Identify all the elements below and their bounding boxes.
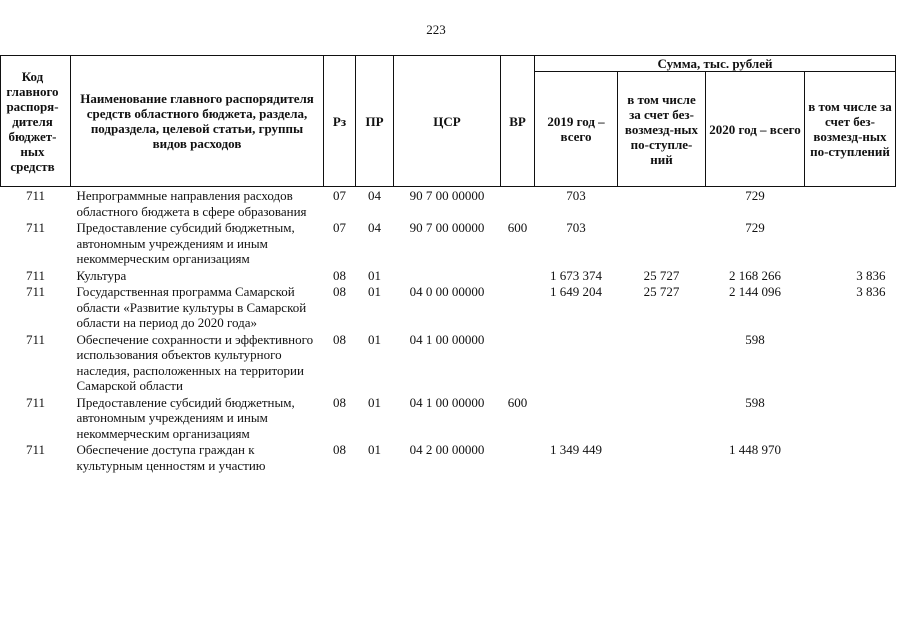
- header-2020-free: в том числе за счет без-возмезд-ных по-ступлений: [805, 72, 896, 187]
- cell-csr: 90 7 00 00000: [409, 188, 485, 203]
- cell-code: 711: [25, 284, 46, 299]
- table-row: [1, 331, 896, 394]
- table-row: [1, 267, 896, 284]
- cell-vr: 600: [507, 394, 528, 410]
- table-row: [1, 394, 896, 442]
- cell-vr: [501, 441, 535, 473]
- cell-vr: [501, 283, 535, 331]
- cell-vr: [501, 331, 535, 394]
- cell-name: Непрограммные направления расходов областного бюджета в сфере образования: [76, 188, 307, 219]
- cell-csr: 04 1 00 00000: [409, 394, 485, 410]
- cell-2019-total: 1 349 449: [550, 442, 602, 457]
- cell-csr: [394, 267, 501, 284]
- header-pr: ПР: [356, 56, 394, 187]
- cell-2019-free: [618, 394, 706, 442]
- cell-2020-free: [805, 219, 896, 267]
- cell-2020-total: 598: [745, 394, 765, 410]
- page-number: 223: [426, 22, 446, 37]
- cell-2020-free: 3 836: [856, 267, 886, 283]
- cell-rz: 07: [333, 188, 346, 203]
- cell-rz: 08: [333, 284, 346, 299]
- cell-2020-free: [805, 441, 896, 473]
- cell-csr: 90 7 00 00000: [409, 220, 485, 235]
- cell-2019-free: 25 727: [643, 267, 680, 283]
- header-rz: Рз: [324, 56, 356, 187]
- cell-vr: [501, 187, 535, 220]
- cell-pr: 01: [368, 267, 381, 283]
- header-sum-group: Сумма, тыс. рублей: [535, 56, 896, 72]
- cell-rz: 08: [333, 394, 346, 410]
- cell-pr: 01: [368, 284, 381, 299]
- header-vr: ВР: [501, 56, 535, 187]
- cell-code: 711: [25, 331, 46, 347]
- cell-code: 711: [25, 442, 46, 457]
- cell-vr: [501, 267, 535, 284]
- cell-2019-free: [618, 331, 706, 394]
- cell-code: 711: [25, 267, 46, 283]
- cell-code: 711: [25, 220, 46, 235]
- header-2019-total: 2019 год – всего: [535, 72, 618, 187]
- cell-2019-total: [535, 394, 618, 442]
- cell-2020-total: 2 144 096: [729, 284, 781, 299]
- cell-pr: 01: [368, 394, 381, 410]
- cell-2019-free: [618, 219, 706, 267]
- cell-2020-total: 729: [745, 220, 765, 235]
- cell-2019-total: [535, 331, 618, 394]
- cell-2019-free: 25 727: [643, 284, 680, 299]
- header-code: Код главного распоря-дителя бюджет-ных средств: [1, 56, 71, 187]
- cell-2020-total: 2 168 266: [729, 267, 781, 283]
- cell-2020-free: [805, 331, 896, 394]
- header-2019-free: в том числе за счет без-возмезд-ных по-ступле-ний: [618, 72, 706, 187]
- cell-name: Предоставление субсидий бюджетным, автономным учреждениям и иным некоммерческим организациям: [76, 394, 295, 441]
- cell-csr: 04 0 00 00000: [409, 284, 485, 299]
- cell-name: Предоставление субсидий бюджетным, автономным учреждениям и иным некоммерческим организациям: [76, 220, 295, 266]
- cell-name: Государственная программа Самарской области «Развитие культуры в Самарской области на период до 2020 года»: [76, 284, 307, 330]
- table-row: [1, 283, 896, 331]
- cell-csr: 04 2 00 00000: [409, 442, 485, 457]
- cell-rz: 08: [333, 267, 346, 283]
- cell-rz: 07: [333, 220, 346, 235]
- cell-2019-total: 703: [566, 188, 586, 203]
- cell-vr: 600: [507, 220, 528, 235]
- cell-name: Обеспечение доступа граждан к культурным ценностям и участию: [76, 442, 266, 473]
- header-csr: ЦСР: [394, 56, 501, 187]
- cell-pr: 01: [368, 442, 381, 457]
- cell-code: 711: [25, 188, 46, 203]
- cell-csr: 04 1 00 00000: [409, 331, 485, 347]
- cell-pr: 01: [368, 331, 381, 347]
- cell-pr: 04: [368, 220, 381, 235]
- cell-2020-free: [805, 187, 896, 220]
- cell-name: Культура: [76, 267, 127, 283]
- cell-2019-total: 1 673 374: [550, 267, 602, 283]
- cell-2020-total: 598: [745, 331, 765, 347]
- table-row: [1, 187, 896, 220]
- header-2020-total: 2020 год – всего: [706, 72, 805, 187]
- table-row: [1, 219, 896, 267]
- cell-rz: 08: [333, 331, 346, 347]
- cell-pr: 04: [368, 188, 381, 203]
- cell-2019-free: [618, 441, 706, 473]
- budget-table: [0, 55, 896, 473]
- table-row: [1, 441, 896, 473]
- budget-table-container: [0, 55, 905, 473]
- cell-2020-total: 1 448 970: [729, 442, 781, 457]
- cell-2019-total: 1 649 204: [550, 284, 602, 299]
- cell-rz: 08: [333, 442, 346, 457]
- cell-2020-total: 729: [745, 188, 765, 203]
- cell-code: 711: [25, 394, 46, 410]
- header-name: Наименование главного распорядителя средств областного бюджета, раздела, подраздела, целевой статьи, группы видов расходов: [71, 56, 324, 187]
- cell-2019-total: 703: [566, 220, 586, 235]
- cell-2020-free: [805, 394, 896, 442]
- cell-2019-free: [618, 187, 706, 220]
- cell-name: Обеспечение сохранности и эффективного использования объектов культурного наследия, расположенных на территории Самарской области: [76, 331, 314, 393]
- cell-2020-free: 3 836: [856, 284, 886, 299]
